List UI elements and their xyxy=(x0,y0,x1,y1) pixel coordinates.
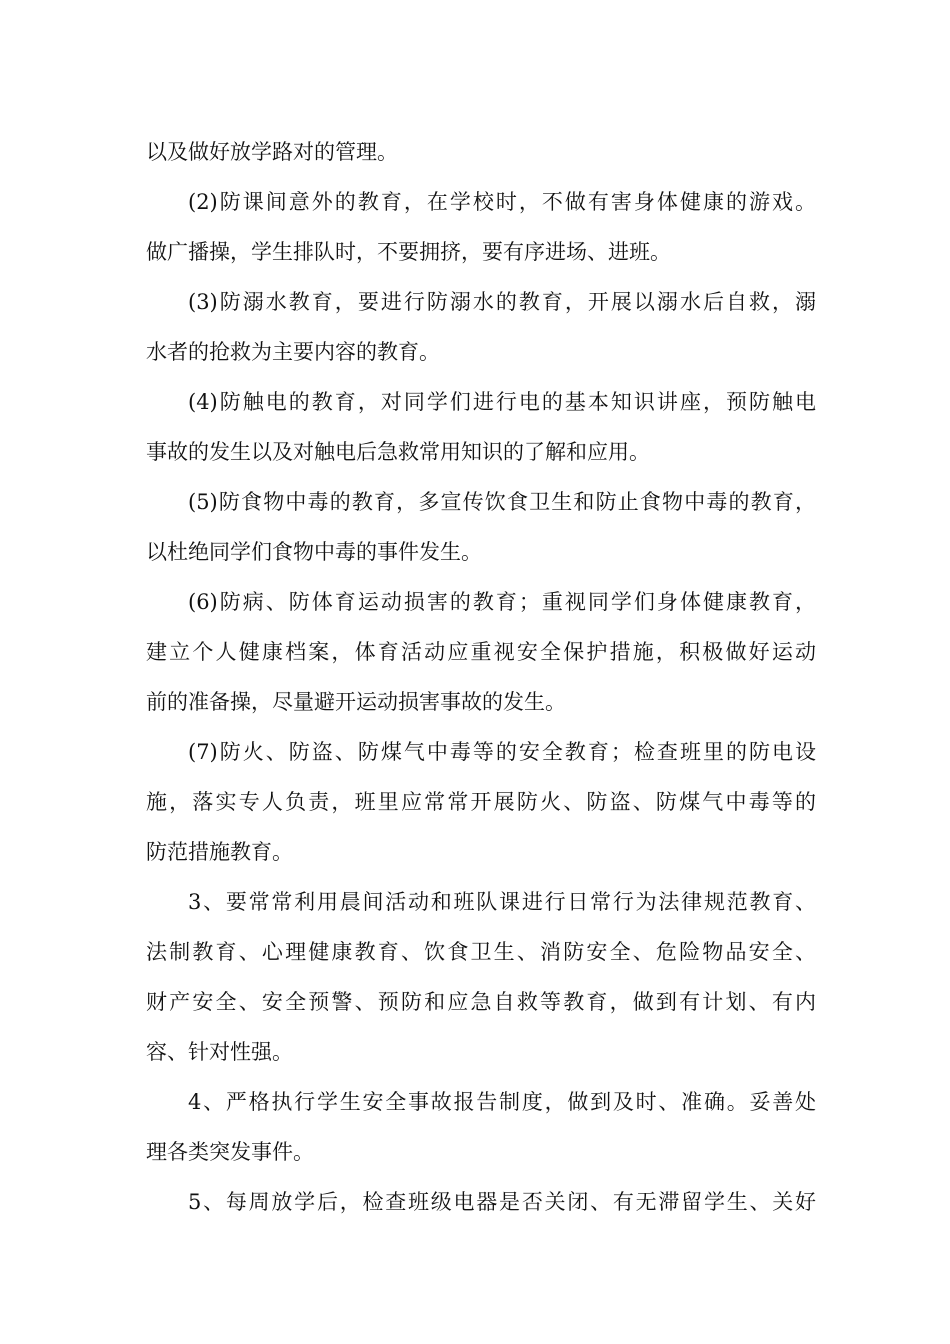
text-line: 3、要常常利用晨间活动和班队课进行日常行为法律规范教育、 xyxy=(188,890,816,914)
text-line: 容、针对性强。 xyxy=(146,1040,293,1064)
text-line: 以杜绝同学们食物中毒的事件发生。 xyxy=(146,540,482,564)
text-line: 理各类突发事件。 xyxy=(146,1140,314,1164)
paragraph xyxy=(146,727,816,877)
paragraph xyxy=(146,377,816,477)
text-line: 做广播操，学生排队时，不要拥挤，要有序进场、进班。 xyxy=(146,240,671,264)
text-line: 以及做好放学路对的管理。 xyxy=(146,140,398,164)
text-line: (5)防食物中毒的教育，多宣传饮食卫生和防止食物中毒的教育， xyxy=(188,490,816,514)
paragraph xyxy=(146,1177,816,1227)
document-body xyxy=(146,127,816,1227)
text-line: (7)防火、防盗、防煤气中毒等的安全教育；检查班里的防电设 xyxy=(188,740,816,764)
text-line: 4、严格执行学生安全事故报告制度，做到及时、准确。妥善处 xyxy=(188,1090,816,1114)
paragraph xyxy=(146,127,816,177)
text-line: 防范措施教育。 xyxy=(146,840,293,864)
text-line: 财产安全、安全预警、预防和应急自救等教育，做到有计划、有内 xyxy=(146,990,816,1014)
text-line: 施，落实专人负责，班里应常常开展防火、防盗、防煤气中毒等的 xyxy=(146,790,816,814)
text-line: 建立个人健康档案，体育活动应重视安全保护措施，积极做好运动 xyxy=(146,640,816,664)
text-line: 前的准备操，尽量避开运动损害事故的发生。 xyxy=(146,690,566,714)
paragraph xyxy=(146,577,816,727)
text-line: (3)防溺水教育，要进行防溺水的教育，开展以溺水后自救，溺 xyxy=(188,290,816,314)
text-line: 水者的抢救为主要内容的教育。 xyxy=(146,340,440,364)
text-line: (6)防病、防体育运动损害的教育；重视同学们身体健康教育， xyxy=(188,590,816,614)
text-line: (2)防课间意外的教育，在学校时，不做有害身体健康的游戏。 xyxy=(188,190,816,214)
paragraph xyxy=(146,177,816,277)
paragraph xyxy=(146,277,816,377)
paragraph xyxy=(146,877,816,1077)
paragraph xyxy=(146,477,816,577)
text-line: 事故的发生以及对触电后急救常用知识的了解和应用。 xyxy=(146,440,650,464)
text-line: (4)防触电的教育，对同学们进行电的基本知识讲座，预防触电 xyxy=(188,390,816,414)
paragraph xyxy=(146,1077,816,1177)
text-line: 5、每周放学后，检查班级电器是否关闭、有无滞留学生、关好 xyxy=(188,1190,816,1214)
text-line: 法制教育、心理健康教育、饮食卫生、消防安全、危险物品安全、 xyxy=(146,940,816,964)
